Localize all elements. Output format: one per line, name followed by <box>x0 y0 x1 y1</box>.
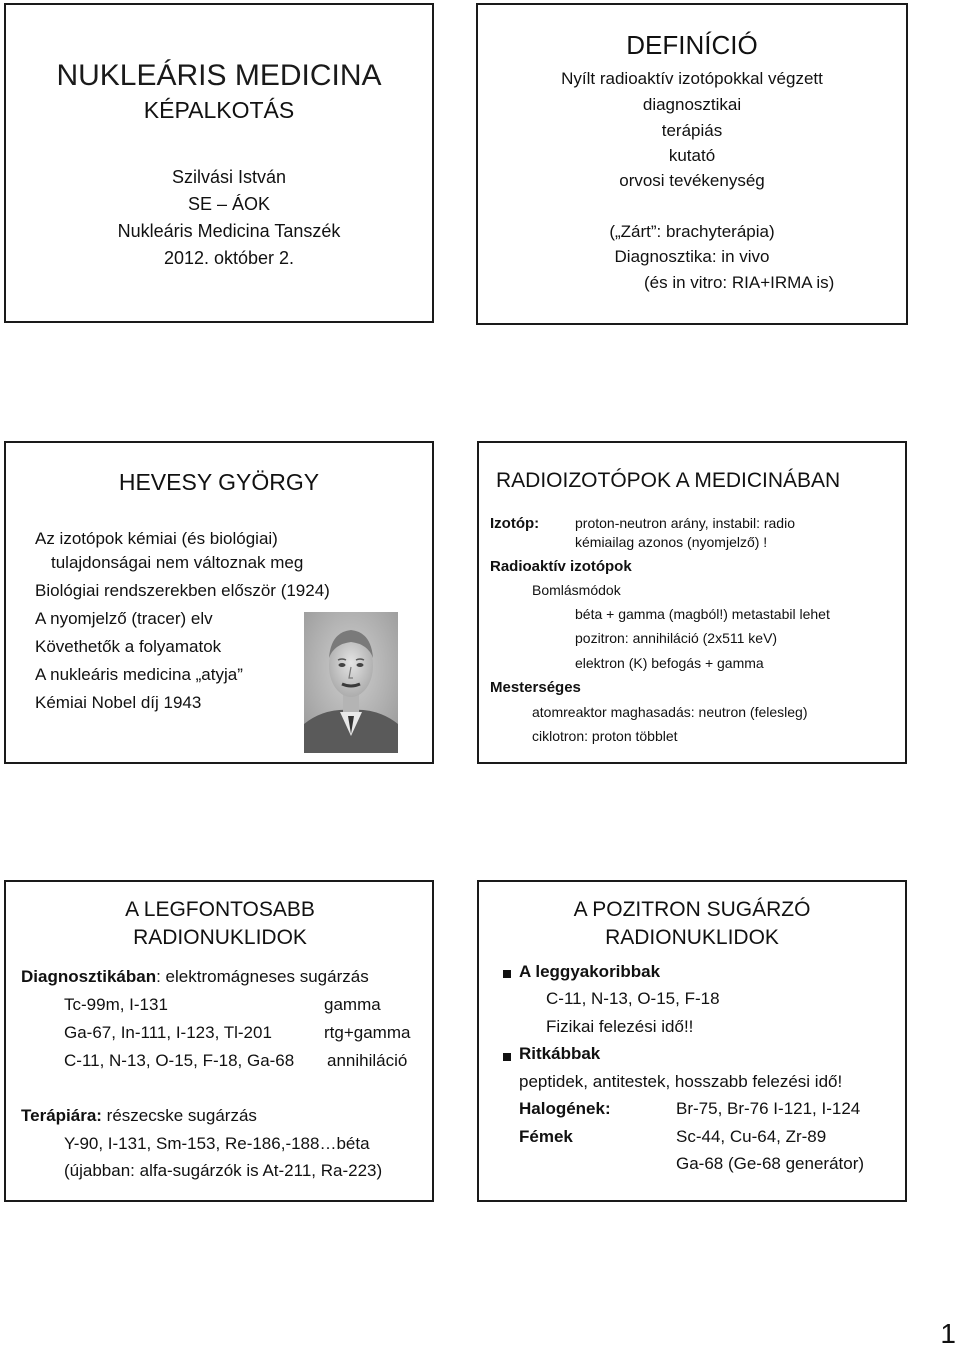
therapy-line <box>21 1106 257 1126</box>
rare-text: peptidek, antitestek, hosszabb felezési idő! <box>519 1072 843 1091</box>
hevesy-line: A nyomjelző (tracer) elv <box>35 609 213 628</box>
rare-label: Ritkábbak <box>519 1044 601 1063</box>
therapy-isotopes: Y-90, I-131, Sm-153, Re-186,-188…béta <box>64 1134 370 1153</box>
square-bullet-icon <box>503 970 511 978</box>
definition-line: (és in vitro: RIA+IRMA is) <box>644 273 835 292</box>
izotop-text: proton-neutron arány, instabil: radio <box>575 515 795 531</box>
hevesy-line: tulajdonságai nem változnak meg <box>51 553 304 572</box>
square-bullet-icon <box>503 1053 511 1061</box>
source-line: atomreaktor maghasadás: neutron (felesleg) <box>532 704 808 720</box>
decay-mode: pozitron: annihiláció (2x511 keV) <box>575 630 778 646</box>
hevesy-line: Követhetők a folyamatok <box>35 637 222 656</box>
slide-important-radionuclides <box>4 880 434 1202</box>
hevesy-line: Biológiai rendszerekben először (1924) <box>35 581 330 600</box>
organization: SE – ÁOK <box>187 194 271 214</box>
slide-title-heading: NUKLEÁRIS MEDICINA <box>56 59 382 92</box>
page-number: 1 <box>940 1318 956 1349</box>
source-line: ciklotron: proton többlet <box>532 728 678 744</box>
definition-line: terápiás <box>661 121 723 140</box>
positron-title: A POZITRON SUGÁRZÓ <box>573 898 811 921</box>
definition-line: orvosi tevékenység <box>619 171 765 190</box>
metal-values: Ga-68 (Ge-68 generátor) <box>676 1154 865 1173</box>
author-name: Szilvási István <box>171 167 287 187</box>
diag-isotopes: Ga-67, In-111, I-123, Tl-201 <box>64 1023 272 1042</box>
metal-label: Fémek <box>519 1127 573 1146</box>
diag-type: annihiláció <box>327 1051 408 1070</box>
radioaktiv-heading: Radioaktív izotópok <box>490 558 632 575</box>
diagnostics-text: : elektromágneses sugárzás <box>156 967 369 986</box>
diag-isotopes: Tc-99m, I-131 <box>64 995 168 1014</box>
decay-mode: béta + gamma (magból!) metastabil lehet <box>575 606 830 622</box>
halogen-label: Halogének: <box>519 1099 611 1118</box>
halflife-note: Fizikai felezési idő!! <box>546 1017 694 1036</box>
izotop-text: kémiailag azonos (nyomjelző) ! <box>575 534 768 550</box>
slide-title <box>4 3 434 323</box>
date: 2012. október 2. <box>163 248 295 268</box>
important-title: RADIONUKLIDOK <box>133 926 307 949</box>
department: Nukleáris Medicina Tanszék <box>117 221 341 241</box>
definition-line: Diagnosztika: in vivo <box>614 247 770 266</box>
slide-radioisotopes <box>477 441 907 764</box>
diag-type: gamma <box>324 995 381 1014</box>
common-list: C-11, N-13, O-15, F-18 <box>546 989 720 1008</box>
diag-isotopes: C-11, N-13, O-15, F-18, Ga-68 <box>64 1051 295 1070</box>
important-title: A LEGFONTOSABB <box>125 898 315 921</box>
hevesy-portrait-photo <box>304 612 398 753</box>
hevesy-title: HEVESY GYÖRGY <box>118 469 320 495</box>
radioisotopes-title: RADIOIZOTÓPOK A MEDICINÁBAN <box>496 469 841 492</box>
diagnostics-label: Diagnosztikában <box>21 967 157 986</box>
slide-title-subheading: KÉPALKOTÁS <box>143 97 295 123</box>
positron-title: RADIONUKLIDOK <box>605 926 779 949</box>
definition-line: kutató <box>668 146 716 165</box>
hevesy-line: Kémiai Nobel díj 1943 <box>35 693 202 712</box>
common-label: A leggyakoribbak <box>519 962 661 981</box>
decay-mode: elektron (K) befogás + gamma <box>575 655 764 671</box>
izotop-label: Izotóp: <box>490 515 540 532</box>
slide-positron-emitters <box>477 880 907 1202</box>
definition-line: Nyílt radioaktív izotópokkal végzett <box>561 69 823 88</box>
definition-line: („Zárt”: brachyterápia) <box>609 222 775 241</box>
definition-line: diagnosztikai <box>642 95 742 114</box>
therapy-label: Terápiára: <box>21 1106 102 1125</box>
bomlas-heading: Bomlásmódok <box>532 582 621 598</box>
halogen-values: Br-75, Br-76 I-121, I-124 <box>676 1099 861 1118</box>
diagnostics-line <box>21 967 369 987</box>
hevesy-line: Az izotópok kémiai (és biológiai) <box>35 529 278 548</box>
therapy-isotopes: (újabban: alfa-sugárzók is At-211, Ra-223) <box>64 1161 383 1180</box>
metal-values: Sc-44, Cu-64, Zr-89 <box>676 1127 827 1146</box>
slide-definition <box>476 3 908 325</box>
diag-type: rtg+gamma <box>324 1023 411 1042</box>
therapy-text: részecske sugárzás <box>101 1106 257 1125</box>
definition-title: DEFINÍCIÓ <box>626 30 758 60</box>
hevesy-line: A nukleáris medicina „atyja” <box>35 665 243 684</box>
mesterseges-heading: Mesterséges <box>490 679 581 696</box>
